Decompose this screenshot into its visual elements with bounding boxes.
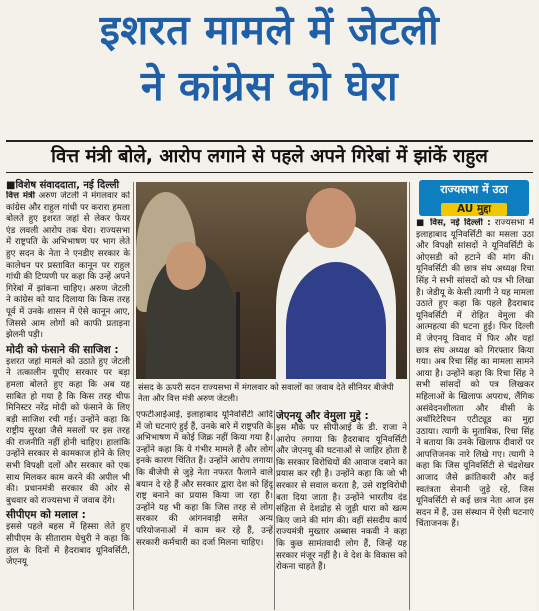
photo-caption: संसद के ऊपरी सदन राज्यसभा में मंगलवार को सवालों का जवाब देते सीनियर बीजेपी नेता और वित्त मंत्री अरुण जेटली।	[138, 382, 394, 403]
headline-line1: इशरत मामले में जेटली	[99, 6, 440, 54]
column-left	[6, 191, 130, 609]
column-divider-1	[133, 182, 134, 610]
column-divider-3	[409, 182, 410, 610]
sidebar-body: राज्यसभा में इलाहाबाद यूनिवर्सिटी का मसला उठा और विपक्षी सांसदों ने यूनिवर्सिटी के ओएसडी को हटाने की मांग की। यूनिवर्सिटी की छात्र संघ अध्यक्ष रिचा सिंह ने सभी सांसदों को पत्र भी लिखा है। जेडीयू के केसी त्यागी ने यह मामला उठाते हुए कहा कि पहले हैदराबाद यूनिवर्सिटी में रोहित वेमुला की आत्महत्या की घटना हुई। फिर दिल्ली में जेएनयू विवाद में फिर और यहां छात्र संघ अध्यक्ष को गिरफ्तार किया गया। अब रिचा सिंह का मामला सामने आया है। उन्होंने कहा कि रिचा सिंह ने सभी सांसदों को पत्र लिखकर महिलाओं के खिलाफ अपराध, लैंगिक असंवेदनशीलता और वीसी के अथॉरिटेरियन एटीट्यूड का मुद्दा उठाया। त्यागी के मुताबिक, रिचा सिंह ने बताया कि उनके खिलाफ दीवारों पर आपत्तिजनक नारे लिखे गए। त्यागी ने कहा कि जिस यूनिवर्सिटी से चंद्रशेखर आजाद जैसे क्रांतिकारी और कई स्वतंत्रता सेनानी जुड़े रहे, जिस यूनिवर्सिटी से कई छात्र नेता आज इस सदन में हैं, उस संस्थान में ऐसी घटनाएं चिंताजनक हैं।	[416, 218, 534, 530]
news-photo	[136, 182, 407, 379]
cpm-text: इससे पहले बहस में हिस्सा लेते हुए सीपीएम के सीताराम येचुरी ने कहा कि हाल के दिनों में हैदराबाद यूनिवर्सिटी, जेएनयू	[6, 522, 130, 568]
sidebar-text	[416, 218, 534, 608]
column-middle	[136, 410, 273, 610]
jnu-text: इस मौके पर सीपीआई के डी. राजा ने आरोप लगाया कि हैदराबाद यूनिवर्सिटी और जेएनयू की घटनाओं से जाहिर होता है कि सरकार विरोधियों की आवाज दबाने का प्रयास कर रही है। उन्होंने कहा कि जो भी सरकार से सवाल करता है, उसे राष्ट्रविरोधी बता दिया जाता है। उन्होंने भारतीय दंड संहिता से देशद्रोह से जुड़ी धारा को खत्म किए जाने की मांग की। वहीं संसदीय कार्य राज्यमंत्री मुख्तार अब्बास नकवी ने कहा कि कुछ सामंतवादी लोग हैं, जिन्हें यह सरकार मंजूर नहीं है। वे देश के विकास को रोकना चाहते हैं।	[276, 423, 407, 573]
subhead-rule	[6, 172, 533, 173]
intro-lead: वित्त मंत्री	[6, 191, 35, 201]
photo-face-naqvi	[166, 242, 206, 290]
sidebar-badge	[419, 180, 529, 216]
subheadline: वित्त मंत्री बोले, आरोप लगाने से पहले अपने गिरेबां में झांकें राहुल	[51, 146, 488, 167]
sidebar-badge-tag: AU मुद्दा	[441, 203, 507, 216]
headline-rule	[6, 140, 533, 142]
middle-text: एफटीआईआई, इलाहाबाद यूनिवर्सिटी आदि में जो घटनाएं हुई हैं, उनके बारे में राष्ट्रपति के अभिभाषण में कोई जिक्र नहीं किया गया है। उन्होंने कहा कि ये गंभीर मामले हैं और लोग इनके कारण चिंतित हैं। उन्होंने आरोप लगाया कि बीजेपी से जुड़े नेता नफरत फैलाने वाले बयान दे रहे हैं और सरकार द्वारा देश को हिंदू राष्ट्र बनाने का प्रयास किया जा रहा है। उन्होंने यह भी कहा कि जिस तरह से लोग सरकार की आंगनवाड़ी समेत अन्य परियोजनाओं में काम कर रहे हैं, उन्हें सरकारी कर्मचारी का दर्जा मिलना चाहिए।	[136, 410, 273, 548]
headline-line2: ने कांग्रेस को घेरा	[140, 62, 399, 110]
intro-text: अरुण जेटली ने मंगलवार को कांग्रेस और राहुल गांधी पर करारा हमला बोलते हुए इशरत जहां से लेकर फेयर एंड लवली आरोप तक घेरा। राज्यसभा में राष्ट्रपति के अभिभाषण पर भाग लेते हुए सदन के नेता ने एनडीए सरकार के कालेधन पर प्रस्तावित कानून पर राहुल गांधी की टिप्पणी पर कहा कि उन्हें अपने गिरेबां में झांकना चाहिए। अरुण जेटली ने कांग्रेस को याद दिलाया कि किस तरह पूर्व में उनके शासन में ऐसे कानून आए, जिससे आम लोगों को काफी प्रताड़ना झेलनी पड़ी।	[6, 191, 130, 341]
sidebar-badge-title: राज्यसभा में उठा	[440, 183, 508, 196]
sidebar-lead: ■ विस, नई दिल्ली :	[416, 218, 491, 228]
photo-face-jaitley	[306, 188, 356, 248]
column-divider-2	[274, 410, 275, 610]
subheading-jnu: जेएनयू और वेमुला मुद्दे :	[276, 410, 369, 422]
photo-microphone	[236, 292, 240, 379]
subheading-conspiracy: मोदी को फंसाने की साजिश :	[6, 343, 119, 356]
conspiracy-text: इशरत जहां मामले को उठाते हुए जेटली ने तत्कालीन यूपीए सरकार पर बड़ा हमला बोलते हुए कहा कि अब यह साबित हो गया है कि किस तरह चीफ मिनिस्टर नरेंद्र मोदी को फंसाने के लिए बड़ी साजिश रची गई। उन्होंने कहा कि राष्ट्रीय सुरक्षा जैसे मसलों पर इस तरह की राजनीति नहीं होनी चाहिए। हालांकि उन्होंने सरकार से कामकाज होने के लिए सभी विपक्षी दलों और सरकार को एक साथ मिलकर काम करने की अपील भी की। प्रधानमंत्री सरकार की ओर से बुधवार को राज्यसभा में जवाब देंगे।	[6, 356, 130, 506]
column-middle-right	[276, 410, 407, 610]
sidebar-box	[412, 180, 536, 610]
dateline: ■विशेष संवाददाता, नई दिल्ली	[6, 180, 120, 191]
subheading-cpm: सीपीएम को मलाल :	[6, 509, 86, 522]
